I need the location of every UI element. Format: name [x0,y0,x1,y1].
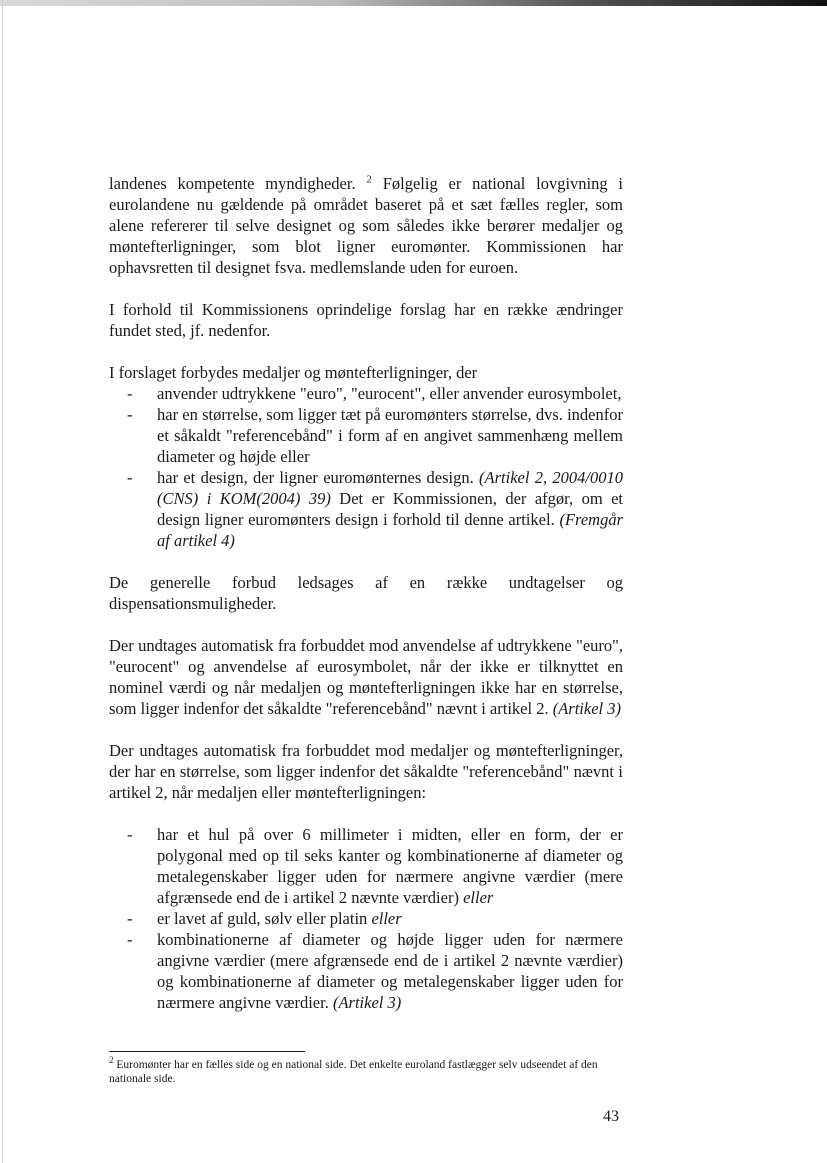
list-item-text: er lavet af guld, sølv eller platin [157,909,372,928]
article-reference: (Artikel 2, 2004/0010 (CNS) i KOM(2004) 39) [157,468,623,508]
list-item-text-continued: Det er Kommissionen, der afgør, om et design ligner euromønters design i forhold til denne artikel. [157,489,624,529]
scan-edge-left [2,0,3,1163]
paragraph-1 [109,173,623,278]
scan-edge-top [0,0,827,6]
paragraph-4: De generelle forbud ledsages af en række undtagelser og dispensationsmuligheder. [109,573,623,613]
footnote-marker: 2 [109,1055,114,1066]
list-dash: - [127,930,133,949]
conjunction-eller: eller [371,909,402,928]
document-body [109,173,623,1034]
paragraph-2: I forhold til Kommissionens oprindelige forslag har en række ændringer fundet sted, jf. nedenfor. [109,300,623,340]
list-dash: - [127,909,133,928]
footnote-text: Euromønter har en fælles side og en national side. Det enkelte euroland fastlægger selv udseendet af den nationale side. [109,1059,598,1085]
paragraph-5 [109,635,623,719]
list-item [109,383,623,404]
paragraph-6: Der undtages automatisk fra forbuddet mod medaljer og møntefterligninger, der har en størrelse, som ligger indenfor det såkaldte "referencebånd" nævnt i artikel 2, når medaljen eller møntefterligningen: [109,741,623,802]
paragraph-1-text-a: landenes kompetente myndigheder. [109,174,356,193]
page-number: 43 [603,1108,619,1125]
list-item [109,929,623,1013]
list-item [109,404,623,467]
list-item-text: kombinationerne af diameter og højde ligger uden for nærmere angivne værdier (mere afgrænsede end de i artikel 2 nævnte værdier) og kombinationerne af diameter og metalegenskaber ligger uden for nærmere angivne værdier. [157,930,623,1012]
list-dash: - [127,825,133,844]
paragraph-5-text: Der undtages automatisk fra forbuddet mod anvendelse af udtrykkene "euro", "eurocent" og anvendelse af eurosymbolet, når der ikke er tilknyttet en nominel værdi og når medaljen og møntefterligningen ikke har en størrelse, som ligger indenfor det såkaldte "referencebånd" nævnt i artikel 2. [109,636,623,718]
list-item [109,467,623,551]
footnote-reference: 2 [366,173,372,186]
paragraph-1-text-b: Følgelig er national lovgivning i eurolandene nu gældende på området baseret på et sæt fælles regler, som alene refererer til selve designet og som således ikke berører medaljer og møntefterligninger, som blot ligner euromønter. Kommissionen har ophavsretten til designet fsva. medlemslande uden for euroen. [109,174,623,277]
list-item-text: har et design, der ligner euromønternes design. [157,468,480,487]
conjunction-eller: eller [463,888,494,907]
list-dash: - [127,468,133,487]
footnote [109,1055,623,1086]
paragraph-3-intro: I forslaget forbydes medaljer og møntefterligninger, der [109,363,478,382]
article-reference: (Fremgår af artikel 4) [157,510,623,550]
list-item [109,824,623,908]
list-dash: - [127,405,133,424]
list-item [109,908,623,929]
prohibition-list [109,383,623,551]
article-reference: (Artikel 3) [552,699,621,718]
exemption-list [109,824,623,1013]
article-reference: (Artikel 3) [332,993,402,1012]
footnote-divider [109,1051,305,1052]
list-item-text: har et hul på over 6 millimeter i midten, eller en form, der er polygonal med op til seks kanter og kombinationerne af diameter og metalegenskaber ligger uden for nærmere angivne værdier (mere afgrænsede end de i artikel 2 nævnte værdier) [157,825,623,907]
list-dash: - [127,384,133,403]
list-item-text: anvender udtrykkene "euro", "eurocent", eller anvender eurosymbolet, [157,384,622,403]
list-item-text: har en størrelse, som ligger tæt på euromønters størrelse, dvs. indenfor et såkaldt "referencebånd" i form af en angivet sammenhæng mellem diameter og højde eller [157,405,623,466]
